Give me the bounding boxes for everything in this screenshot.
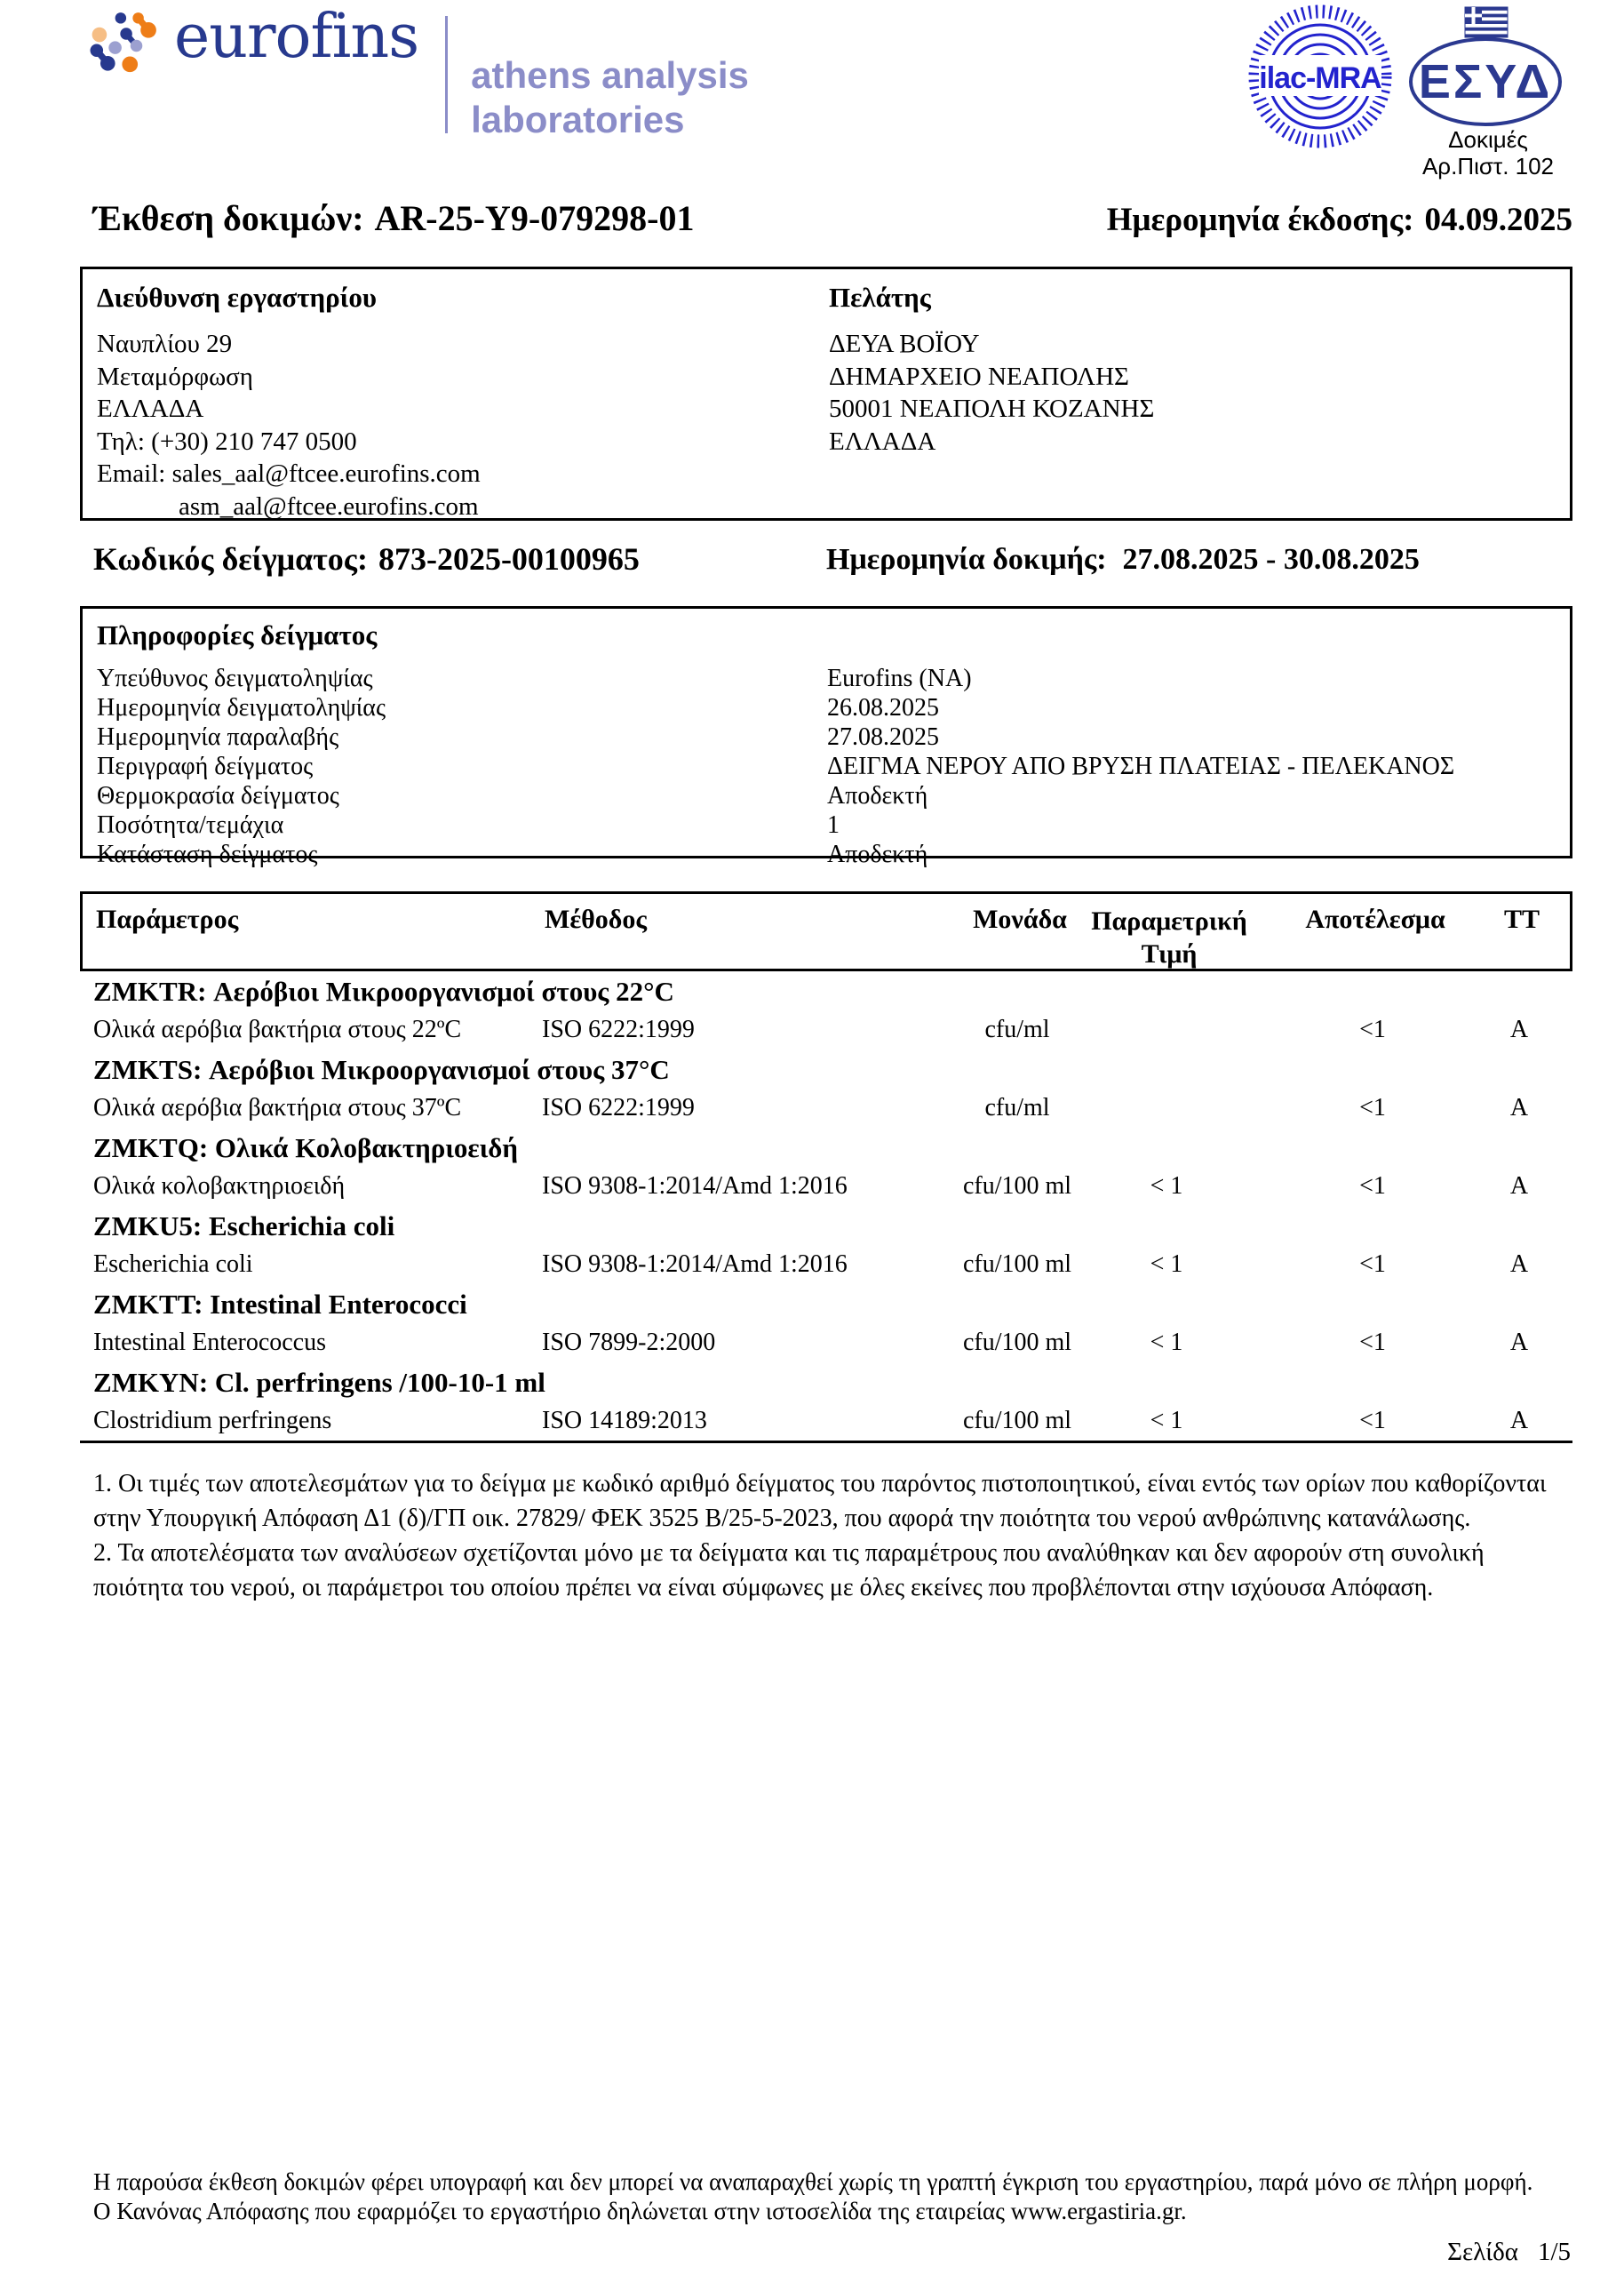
logo-divider [445,16,448,133]
param-cell: Ολικά κολοβακτηριοειδή [93,1172,346,1200]
info-label: Θερμοκρασία δείγματος [97,782,339,810]
method-cell: ISO 7899-2:2000 [542,1329,716,1356]
address-client-box [80,267,1572,521]
result-cell: <1 [1359,1329,1386,1356]
lab-phone: Τηλ: (+30) 210 747 0500 [97,427,357,456]
esyd-label: ΕΣΥΔ [1418,55,1553,108]
param-cell: Ολικά αερόβια βακτήρια στους 22ºC [93,1016,462,1043]
table-group-title: ZMKTR: Αερόβιοι Μικροοργανισμοί στους 22°C [93,976,674,1007]
table-group-title: ZMKTQ: Ολικά Κολοβακτηριοειδή [93,1132,518,1163]
result-cell: <1 [1359,1094,1386,1122]
method-cell: ISO 9308-1:2014/Amd 1:2016 [542,1250,848,1278]
table-row [80,1323,1572,1362]
table-group-title: ZMKU5: Escherichia coli [93,1210,395,1241]
lab-address-line: ΕΛΛΑΔΑ [97,395,204,423]
result-cell: <1 [1359,1250,1386,1278]
report-title-label: Έκθεση δοκιμών: [93,198,364,238]
param-cell: Clostridium perfringens [93,1407,332,1434]
col-header-parametric-line2: Τιμή [1141,939,1198,969]
col-header-method: Μέθοδος [545,905,648,934]
col-header-parametric-value [1085,905,1254,970]
esyd-caption-line2: Αρ.Πιστ. 102 [1421,153,1555,180]
page-number [1447,2238,1571,2267]
col-header-parameter: Παράμετρος [96,905,239,934]
unit-cell: cfu/ml [984,1094,1050,1122]
eurofins-dots-icon [87,11,162,80]
results-table-body [80,971,1572,1443]
title-row [93,197,1572,239]
page-number-value: 1/5 [1537,2238,1571,2266]
method-cell: ISO 6222:1999 [542,1094,695,1122]
unit-cell: cfu/100 ml [962,1250,1072,1278]
sample-info-header: Πληροφορίες δείγματος [97,619,378,651]
table-group-title: ZMKTS: Αερόβιοι Μικροοργανισμοί στους 37°C [93,1054,670,1085]
tt-cell: A [1509,1094,1529,1122]
sample-code-label: Κωδικός δείγματος: [93,541,368,577]
tt-cell: A [1509,1407,1529,1434]
tt-cell: A [1509,1172,1529,1200]
lab-address-block [97,282,808,523]
info-value: Αποδεκτή [827,782,928,810]
eurofins-wordmark: eurofins [174,2,419,72]
lab-address-line: Ναυπλίου 29 [97,330,233,358]
info-value: 26.08.2025 [827,694,939,722]
info-value: Αποδεκτή [827,841,928,868]
report-number: AR-25-Y9-079298-01 [374,198,695,238]
sample-info-row [97,722,1561,752]
parametric-cell: < 1 [1150,1329,1183,1356]
info-value: Eurofins (NA) [827,665,972,692]
col-header-tt: TT [1503,905,1540,934]
issue-date-value: 04.09.2025 [1424,202,1572,238]
lab-address-header: Διεύθυνση εργαστηρίου [97,282,377,313]
test-date-label: Ημερομηνία δοκιμής: [826,543,1107,576]
sample-info-row [97,664,1561,693]
sample-info-box [80,606,1572,868]
info-value: 1 [827,811,840,839]
parametric-cell: < 1 [1150,1172,1183,1200]
client-line: ΔΗΜΑΡΧΕΙΟ ΝΕΑΠΟΛΗΣ [829,362,1129,391]
info-label: Κατάσταση δείγματος [97,841,318,868]
footer-disclaimer-1: Η παρούσα έκθεση δοκιμών φέρει υπογραφή και δεν μπορεί να αναπαραχθεί χωρίς τη γραπτή έγκριση του εργαστηρίου, παρά μόνο σε πλήρη μορφή. [93,2168,1533,2195]
notes [93,1466,1557,1605]
note-2: 2. Τα αποτελέσματα των αναλύσεων σχετίζονται μόνο με τα δείγματα και τις παραμέτρους που αναλύθηκαν και δεν αφορούν στη συνολική ποιότητα του νερού, οι παράμετροι του οποίου πρέπει να είναι σύμφωνες με όλες εκείνες που προβλέπονται στην ισχύουσα Απόφαση. [93,1539,1485,1601]
info-value: 27.08.2025 [827,723,939,751]
method-cell: ISO 14189:2013 [542,1407,707,1434]
sample-info-row [97,693,1561,722]
test-date [826,543,1420,577]
logo-sub-line2: laboratories [471,99,685,140]
athens-analysis-wordmark [471,53,749,142]
parametric-cell: < 1 [1150,1407,1183,1434]
table-row [80,1089,1572,1128]
info-label: Ημερομηνία δειγματοληψίας [97,694,386,722]
note-1: 1. Οι τιμές των αποτελεσμάτων για το δείγμα με κωδικό αριθμό δείγματος του παρόντος πιστοποιητικού, είναι εντός των ορίων που καθορίζονται στην Υπουργική Απόφαση Δ1 (δ)/ΓΠ οικ. 27829/ ΦΕΚ 3525 Β/25-5-2023, που αφορά την ποιότητα του νερού ανθρώπινης κατανάλωσης. [93,1470,1547,1532]
result-cell: <1 [1359,1016,1386,1043]
method-cell: ISO 6222:1999 [542,1016,695,1043]
result-cell: <1 [1359,1172,1386,1200]
lab-address-line: Μεταμόρφωση [97,362,253,391]
method-cell: ISO 9308-1:2014/Amd 1:2016 [542,1172,848,1200]
sample-info-row [97,752,1561,781]
param-cell: Escherichia coli [93,1250,253,1278]
issue-date [1107,201,1572,239]
tt-cell: A [1509,1329,1529,1356]
sample-info-row [97,781,1561,810]
results-table-header [80,891,1572,971]
param-cell: Ολικά αερόβια βακτήρια στους 37ºC [93,1094,462,1122]
issue-date-label: Ημερομηνία έκδοσης: [1106,202,1414,238]
sample-code-row [0,540,1624,585]
sample-info-row [97,810,1561,840]
client-line: ΔΕΥΑ ΒΟΪΟΥ [829,330,980,358]
page-number-label: Σελίδα [1447,2238,1518,2266]
client-line: ΕΛΛΑΔΑ [829,427,936,456]
sample-info-row [97,840,1561,869]
unit-cell: cfu/100 ml [962,1329,1072,1356]
esyd-logo-icon [1406,5,1564,126]
logo-sub-line1: athens analysis [471,54,749,96]
unit-cell: cfu/100 ml [962,1407,1072,1434]
table-row [80,1245,1572,1284]
table-row [80,1167,1572,1206]
sample-code-value: 873-2025-00100965 [378,541,640,577]
eurofins-logo [87,2,749,142]
ilac-mra-label: ilac-MRA [1259,61,1381,95]
client-header: Πελάτης [829,282,931,313]
table-row [80,1010,1572,1050]
sample-code [93,540,640,578]
client-block [829,282,1540,458]
results-table [80,891,1572,1443]
tt-cell: A [1509,1016,1529,1043]
footer-disclaimer-2: Ο Κανόνας Απόφασης που εφαρμόζει το εργαστήριο δηλώνεται στην ιστοσελίδα της εταιρείας www.ergastiria.gr. [93,2198,1187,2224]
info-label: Υπεύθυνος δειγματοληψίας [97,665,373,692]
sample-info-rows [97,664,1561,869]
info-value: ΔΕΙΓΜΑ ΝΕΡΟΥ ΑΠΟ ΒΡΥΣΗ ΠΛΑΤΕΙΑΣ - ΠΕΛΕΚΑΝΟΣ [827,753,1455,780]
table-group-title: ZMKTT: Intestinal Enterococci [93,1289,467,1320]
client-line: 50001 ΝΕΑΠΟΛΗ ΚΟΖΑΝΗΣ [829,395,1155,423]
col-header-result: Αποτέλεσμα [1305,905,1445,934]
unit-cell: cfu/ml [984,1016,1050,1043]
esyd-caption-line1: Δοκιμές [1448,126,1528,153]
tt-cell: A [1509,1250,1529,1278]
lab-email-1: Email: sales_aal@ftcee.eurofins.com [97,459,481,488]
esyd-caption [1399,126,1577,180]
info-label: Ημερομηνία παραλαβής [97,723,339,751]
param-cell: Intestinal Enterococcus [93,1329,327,1356]
ilac-mra-stamp-icon [1244,0,1397,153]
result-cell: <1 [1359,1407,1386,1434]
test-date-value: 27.08.2025 - 30.08.2025 [1122,543,1420,576]
report-title [93,197,694,239]
lab-email-2: asm_aal@ftcee.eurofins.com [179,491,479,521]
info-label: Ποσότητα/τεμάχια [97,811,284,839]
info-label: Περιγραφή δείγματος [97,753,314,780]
table-row [80,1401,1572,1441]
col-header-unit: Μονάδα [973,905,1067,934]
unit-cell: cfu/100 ml [962,1172,1072,1200]
col-header-parametric-line1: Παραμετρική [1091,906,1247,936]
table-group-title: ZMKYN: Cl. perfringens /100-10-1 ml [93,1367,545,1398]
parametric-cell: < 1 [1150,1250,1183,1278]
greek-flag-icon [1465,7,1508,37]
